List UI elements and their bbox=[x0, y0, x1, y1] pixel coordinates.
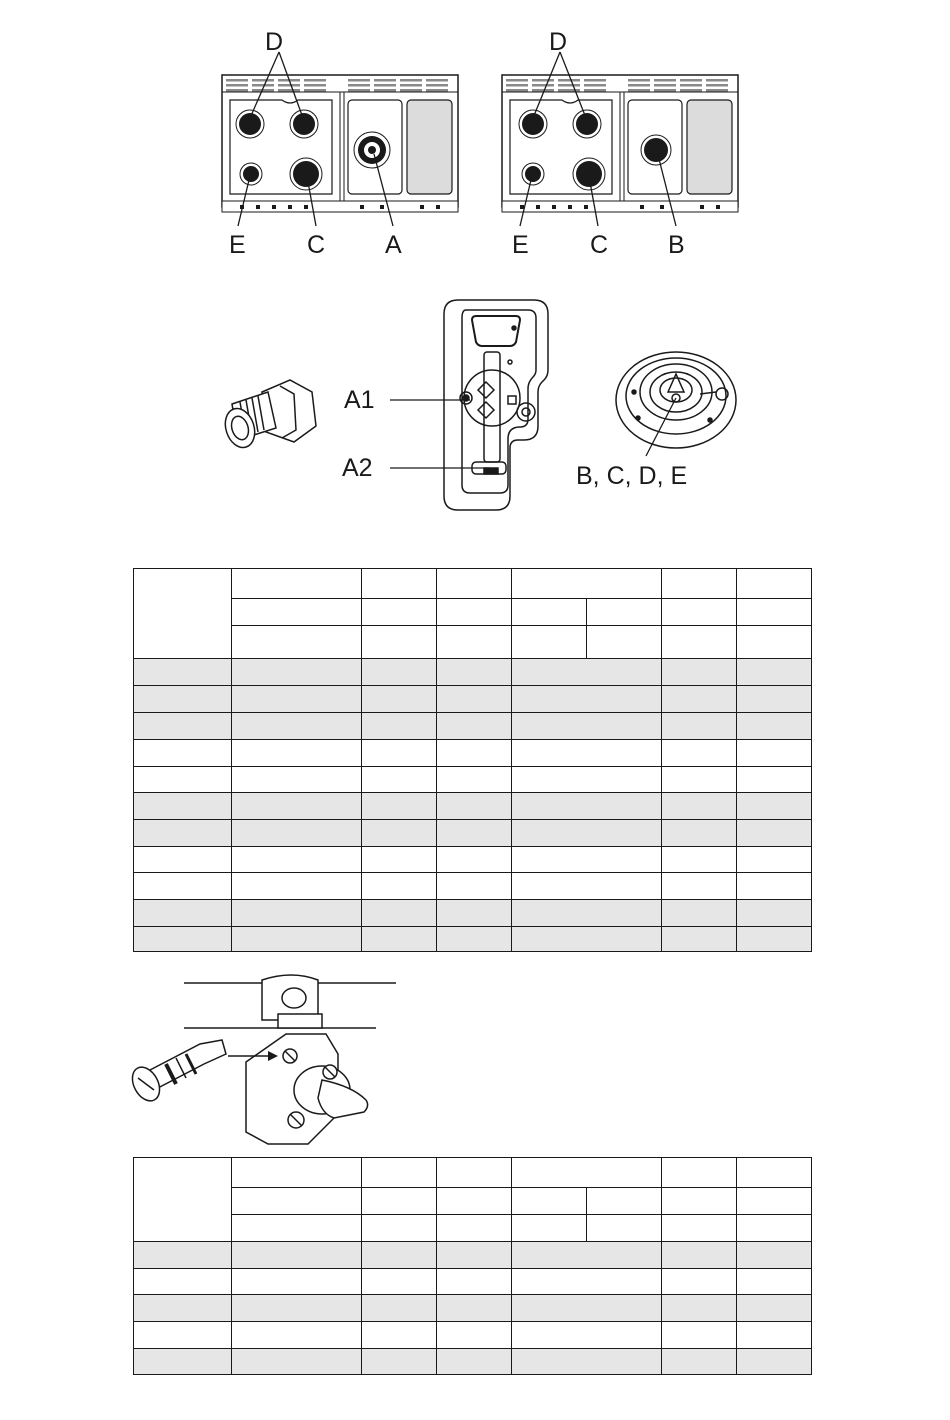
table-cell bbox=[587, 599, 662, 626]
table-cell bbox=[232, 569, 362, 599]
label-c: C bbox=[590, 231, 609, 259]
table-cell bbox=[437, 1215, 512, 1242]
label-b: B bbox=[668, 231, 685, 259]
table-cell bbox=[662, 626, 737, 659]
gas-valve-icon bbox=[184, 975, 396, 1144]
table-row bbox=[134, 1349, 812, 1375]
table-cell bbox=[232, 626, 362, 659]
injector-nut-icon bbox=[221, 380, 316, 451]
table-cell bbox=[587, 626, 662, 659]
table-cell bbox=[587, 1188, 662, 1215]
table-cell bbox=[737, 626, 812, 659]
burner-c-front-right bbox=[290, 158, 322, 190]
burner-b-large bbox=[641, 135, 671, 165]
table-row bbox=[134, 820, 812, 847]
burner-d-rear-right bbox=[573, 110, 601, 138]
table-row bbox=[134, 740, 812, 767]
table-cell bbox=[662, 1188, 737, 1215]
label-d: D bbox=[549, 28, 568, 56]
table-cell bbox=[737, 569, 812, 599]
table-cell bbox=[512, 1215, 587, 1242]
table-row bbox=[134, 686, 812, 713]
table-cell bbox=[437, 599, 512, 626]
table-cell bbox=[437, 1188, 512, 1215]
table-row bbox=[134, 1269, 812, 1295]
injector-icon-cell bbox=[134, 569, 232, 659]
table-cell bbox=[737, 599, 812, 626]
table-cell bbox=[737, 1158, 812, 1188]
label-a: A bbox=[385, 231, 402, 259]
table-cell bbox=[362, 1188, 437, 1215]
table-row bbox=[134, 793, 812, 820]
table-cell bbox=[437, 626, 512, 659]
table-row bbox=[134, 767, 812, 793]
table-cell bbox=[512, 1158, 662, 1188]
table-cell bbox=[662, 1158, 737, 1188]
table-cell bbox=[512, 1188, 587, 1215]
table-cell bbox=[512, 626, 587, 659]
table-cell bbox=[662, 599, 737, 626]
table-cell bbox=[737, 1188, 812, 1215]
callout-a1: A1 bbox=[344, 386, 375, 414]
label-e: E bbox=[229, 231, 246, 259]
table-cell bbox=[232, 1188, 362, 1215]
burner-a-wok bbox=[354, 132, 390, 168]
table-row bbox=[134, 713, 812, 740]
table-cell bbox=[362, 569, 437, 599]
table-cell bbox=[737, 1215, 812, 1242]
table-cell bbox=[512, 569, 662, 599]
bypass-icon-cell bbox=[134, 1158, 232, 1242]
table-cell bbox=[362, 1215, 437, 1242]
table-cell bbox=[232, 1158, 362, 1188]
table-row bbox=[134, 873, 812, 900]
hob-diagram-left bbox=[222, 28, 458, 259]
burner-c-front-right bbox=[573, 158, 605, 190]
table-row bbox=[134, 659, 812, 686]
table-cell bbox=[587, 1215, 662, 1242]
burner-e-front-left bbox=[240, 163, 262, 185]
table-row bbox=[134, 1322, 812, 1349]
table-cell bbox=[362, 626, 437, 659]
table-cell bbox=[437, 569, 512, 599]
burner-d-rear-left bbox=[519, 110, 547, 138]
table-row bbox=[134, 1295, 812, 1322]
table-row bbox=[134, 900, 812, 927]
table-cell bbox=[362, 599, 437, 626]
wok-burner-base-drawing bbox=[444, 300, 548, 510]
table-cell bbox=[662, 1215, 737, 1242]
bypass-screw-icon bbox=[127, 1040, 226, 1106]
label-e: E bbox=[512, 231, 529, 259]
table-cell bbox=[362, 1158, 437, 1188]
table-cell bbox=[512, 599, 587, 626]
table-row bbox=[134, 1242, 812, 1269]
label-c: C bbox=[307, 231, 326, 259]
table-cell bbox=[232, 599, 362, 626]
burner-ring-drawing bbox=[616, 352, 736, 448]
burner-d-rear-left bbox=[236, 110, 264, 138]
table-cell bbox=[437, 1158, 512, 1188]
table-cell bbox=[662, 569, 737, 599]
burner-e-front-left bbox=[522, 163, 544, 185]
table-cell bbox=[232, 1215, 362, 1242]
table-row bbox=[134, 927, 812, 952]
callout-bcde: B, C, D, E bbox=[576, 462, 688, 490]
table-row bbox=[134, 847, 812, 873]
bypass-spec-table bbox=[133, 1157, 812, 1375]
injector-spec-table bbox=[133, 568, 812, 952]
label-d: D bbox=[265, 28, 284, 56]
burner-d-rear-right bbox=[290, 110, 318, 138]
hob-diagram-right bbox=[502, 28, 738, 259]
callout-a2: A2 bbox=[342, 454, 373, 482]
